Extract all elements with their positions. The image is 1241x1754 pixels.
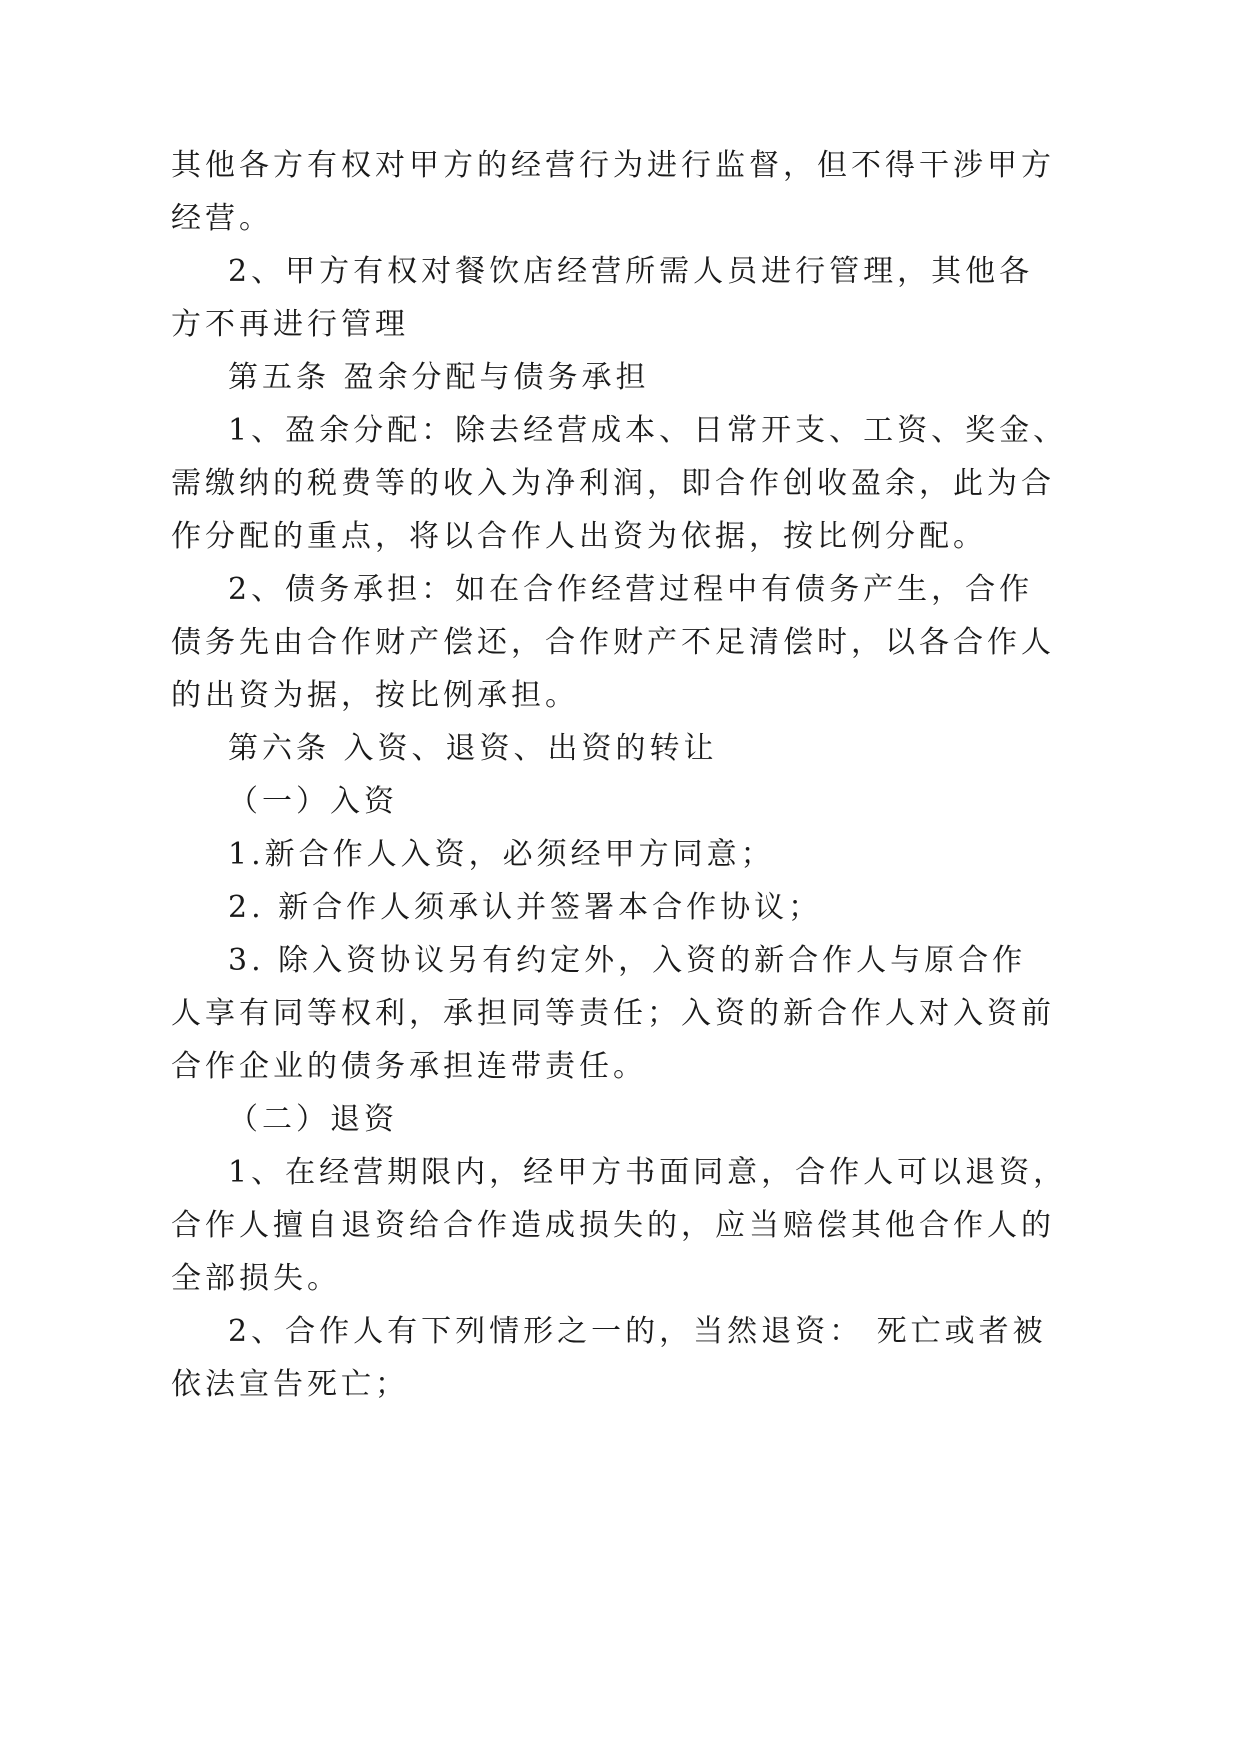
subsection-heading: （二）退资: [228, 1102, 398, 1137]
text-line: 1、在经营期限内，经甲方书面同意，合作人可以退资，: [228, 1155, 1068, 1190]
text-line: 人享有同等权利，承担同等责任；入资的新合作人对入资前: [171, 996, 1055, 1031]
text-line: 3. 除入资协议另有约定外，入资的新合作人与原合作: [228, 943, 1027, 978]
text-line: 债务先由合作财产偿还，合作财产不足清偿时，以各合作人: [171, 625, 1055, 660]
text-line: 1.新合作人入资，必须经甲方同意；: [228, 837, 775, 872]
text-line: 作分配的重点，将以合作人出资为依据，按比例分配。: [171, 519, 987, 554]
text-line: 2、债务承担：如在合作经营过程中有债务产生，合作: [228, 572, 1034, 607]
text-line: 合作企业的债务承担连带责任。: [171, 1049, 647, 1084]
text-line: 方不再进行管理: [171, 307, 409, 342]
subsection-heading: （一）入资: [228, 784, 398, 819]
text-line: 需缴纳的税费等的收入为净利润，即合作创收盈余，此为合: [171, 466, 1055, 501]
text-line: 2. 新合作人须承认并签署本合作协议；: [228, 890, 823, 925]
text-line: 的出资为据，按比例承担。: [171, 678, 579, 713]
text-line: 2、甲方有权对餐饮店经营所需人员进行管理，其他各: [228, 254, 1034, 289]
section-heading: 第六条 入资、退资、出资的转让: [228, 731, 718, 766]
text-line: 经营。: [171, 201, 273, 236]
text-line: 2、合作人有下列情形之一的，当然退资： 死亡或者被: [228, 1314, 1047, 1349]
text-line: 全部损失。: [171, 1261, 341, 1296]
text-line: 合作人擅自退资给合作造成损失的，应当赔偿其他合作人的: [171, 1208, 1055, 1243]
section-heading: 第五条 盈余分配与债务承担: [228, 360, 650, 395]
text-line: 1、盈余分配：除去经营成本、日常开支、工资、奖金、: [228, 413, 1068, 448]
text-line: 其他各方有权对甲方的经营行为进行监督，但不得干涉甲方: [171, 148, 1055, 183]
text-line: 依法宣告死亡；: [171, 1367, 409, 1402]
